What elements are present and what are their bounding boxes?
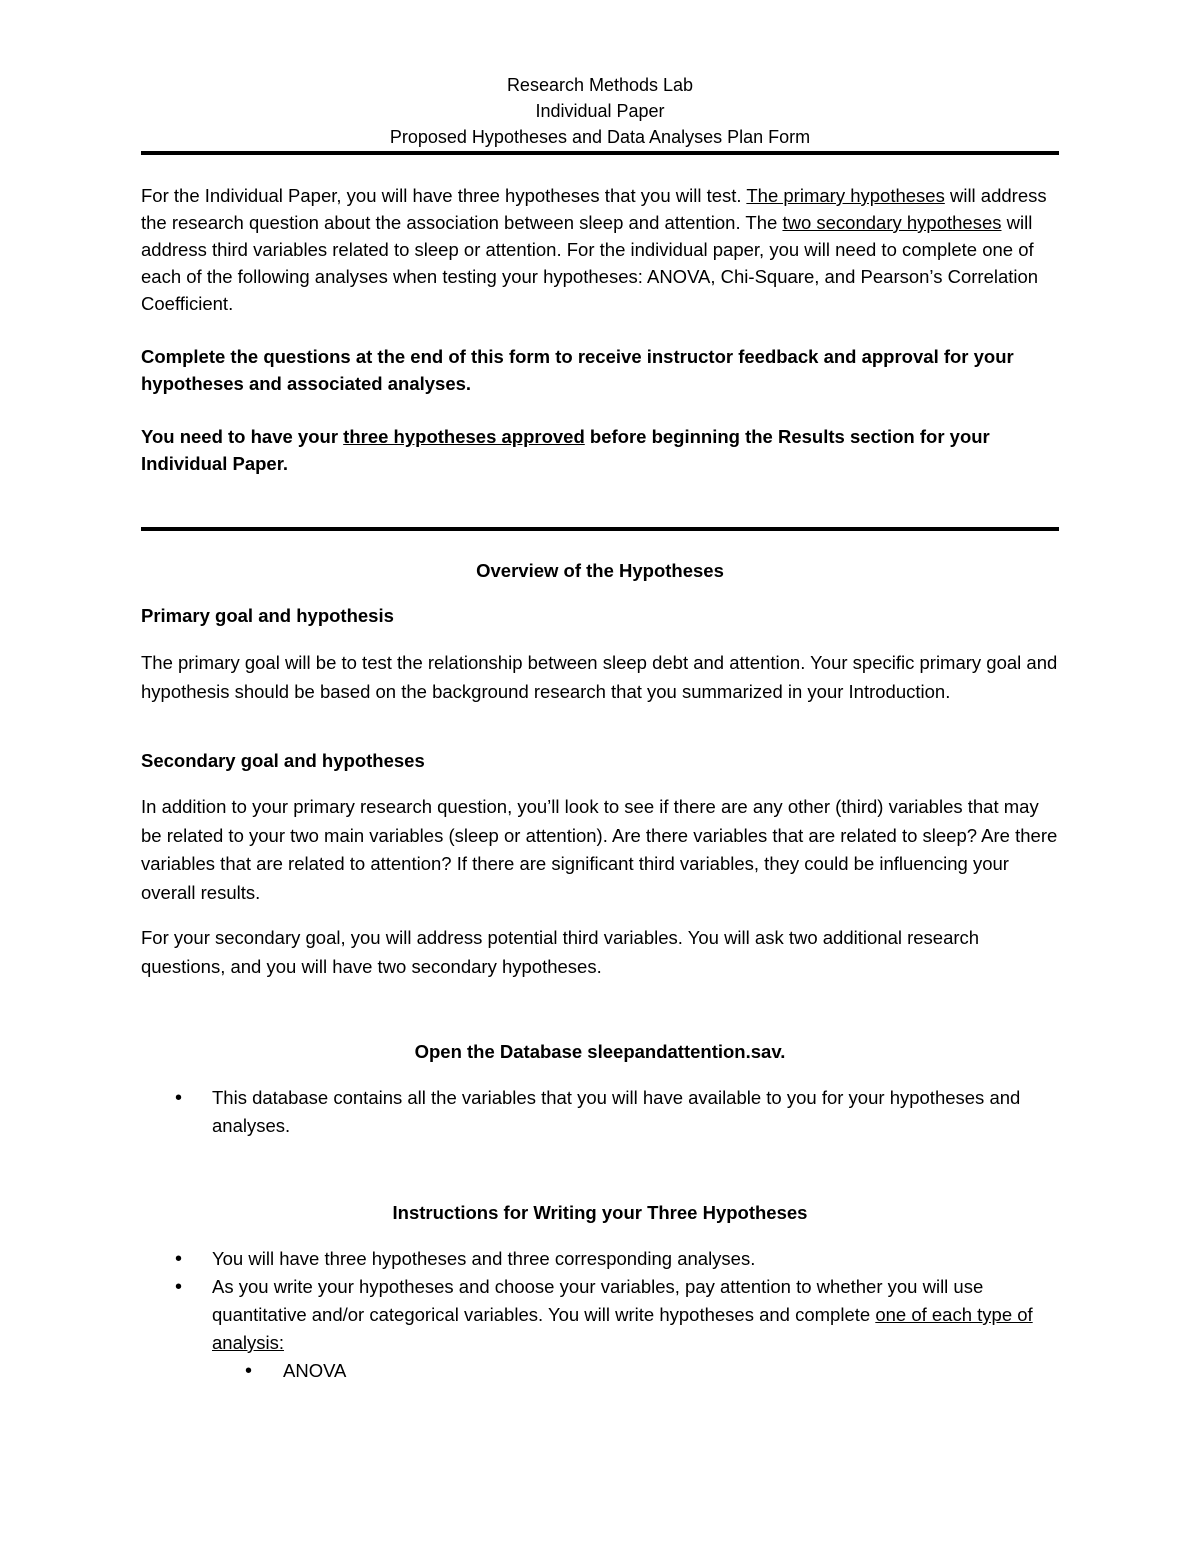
complete-questions-notice: Complete the questions at the end of this form to receive instructor feedback and approval for your hypotheses and associated analyses. bbox=[141, 346, 1014, 394]
analysis-type-term: one of each type of analysis: bbox=[212, 1304, 1033, 1353]
primary-hypotheses-term: The primary hypotheses bbox=[746, 185, 945, 206]
intro-section bbox=[141, 182, 1059, 477]
primary-goal-heading: Primary goal and hypothesis bbox=[141, 605, 394, 626]
list-item: • As you write your hypotheses and choose your variables, pay attention to whether you will use quantitative and/or categorical variables. You will write hypotheses and complete one of each type of analysis: bbox=[141, 1273, 1059, 1357]
header-form-title: Proposed Hypotheses and Data Analyses Plan Form bbox=[389, 127, 811, 147]
section-divider bbox=[141, 527, 1059, 531]
intro-paragraph: For the Individual Paper, you will have three hypotheses that you will test. The primary hypotheses will address the research question about the association between sleep and attention. The two secondary hypotheses will address third variables related to sleep or attention. For the individual paper, you will need to complete one of each of the following analyses when testing your hypotheses: ANOVA, Chi-Square, and Pearson’s Correlation Coefficient. bbox=[141, 185, 1047, 314]
secondary-goal-text-2: For your secondary goal, you will address potential third variables. You will ask two additional research questions, and you will have two secondary hypotheses. bbox=[141, 927, 980, 977]
primary-goal-text: The primary goal will be to test the relationship between sleep debt and attention. Your specific primary goal and hypothesis should be based on the background research that you summarized in your Introduction. bbox=[141, 652, 1058, 702]
database-list bbox=[141, 1084, 1059, 1140]
approval-notice: You need to have your three hypotheses approved before beginning the Results section for your Individual Paper. bbox=[141, 426, 990, 474]
approval-term: three hypotheses approved bbox=[343, 426, 585, 447]
analysis-list-item: • ANOVA bbox=[141, 1357, 1059, 1385]
overview-title: Overview of the Hypotheses bbox=[476, 560, 724, 581]
header-course: Research Methods Lab bbox=[506, 75, 694, 95]
database-title: Open the Database sleepandattention.sav. bbox=[414, 1041, 786, 1062]
header-divider bbox=[141, 151, 1059, 155]
list-item: • You will have three hypotheses and three corresponding analyses. bbox=[141, 1245, 1059, 1273]
instructions-list bbox=[141, 1245, 1059, 1385]
secondary-goal-text: In addition to your primary research question, you’ll look to see if there are any other (third) variables that may be related to your two main variables (sleep or attention). Are there variables that are related to sleep? Are there variables that are related to attention? If there are significant third variables, they could be influencing your overall results. bbox=[141, 796, 1058, 903]
list-item: • This database contains all the variables that you will have available to you for your hypotheses and analyses. bbox=[141, 1084, 1059, 1140]
secondary-hypotheses-term: two secondary hypotheses bbox=[782, 212, 1002, 233]
document-header bbox=[141, 72, 1059, 150]
instructions-title: Instructions for Writing your Three Hypotheses bbox=[392, 1202, 808, 1223]
header-assignment: Individual Paper bbox=[535, 101, 665, 121]
secondary-goal-heading: Secondary goal and hypotheses bbox=[141, 750, 425, 771]
